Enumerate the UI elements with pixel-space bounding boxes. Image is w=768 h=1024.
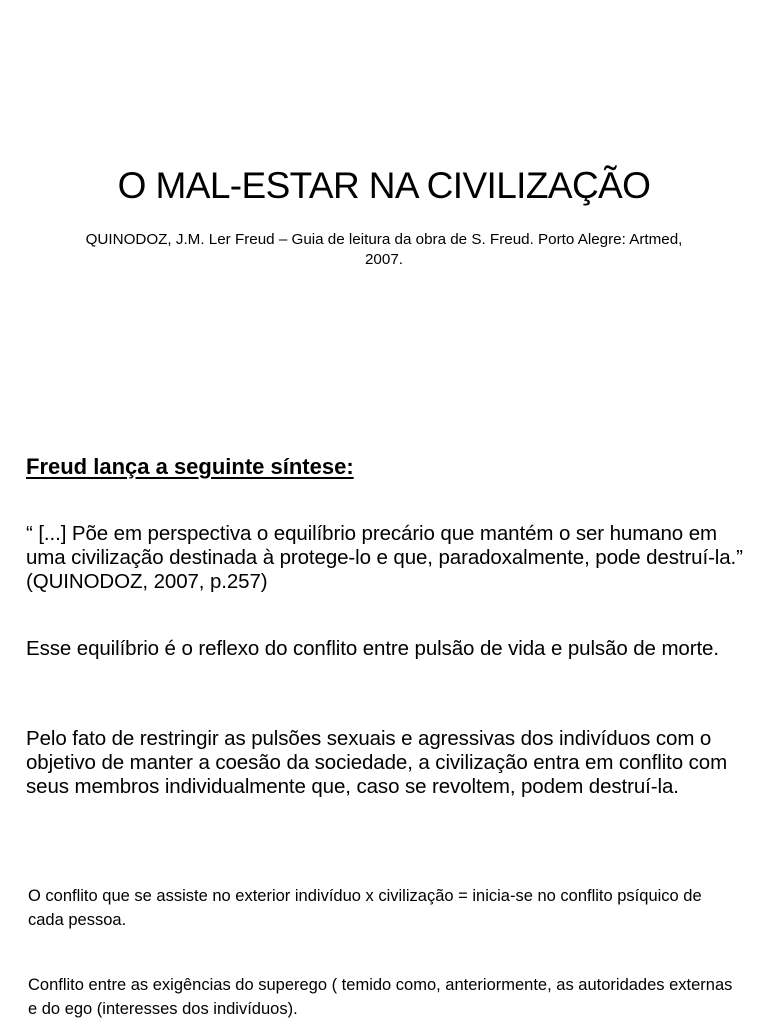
conflict-note: O conflito que se assiste no exterior indivíduo x civilização = inicia-se no conflito psíquico de cada pessoa. [28,887,702,929]
content-slide [0,430,768,1024]
slide-subtitle-reference: QUINODOZ, J.M. Ler Freud – Guia de leitura da obra de S. Freud. Porto Alegre: Artmed, 2007. [85,231,683,268]
superego-note: Conflito entre as exigências do superego ( temido como, anteriormente, as autoridades externas e do ego (interesses dos indivíduos). [28,976,733,1018]
quote-paragraph: “ [...] Põe em perspectiva o equilíbrio precário que mantém o ser humano em uma civilização destinada à protege-lo e que, paradoxalmente, pode destruí-la.” (QUINODOZ, 2007, p.257) [26,522,743,593]
title-slide [0,0,768,430]
restriction-paragraph: Pelo fato de restringir as pulsões sexuais e agressivas dos indivíduos com o objetivo de manter a coesão da sociedade, a civilização entra em conflito com seus membros individualmente que, caso se revoltem, podem destruí-la. [26,727,728,798]
equilibrium-paragraph: Esse equilíbrio é o reflexo do conflito entre pulsão de vida e pulsão de morte. [26,637,719,660]
content-heading: Freud lança a seguinte síntese: [26,454,354,479]
slide-title: O MAL-ESTAR NA CIVILIZAÇÃO [117,165,651,206]
